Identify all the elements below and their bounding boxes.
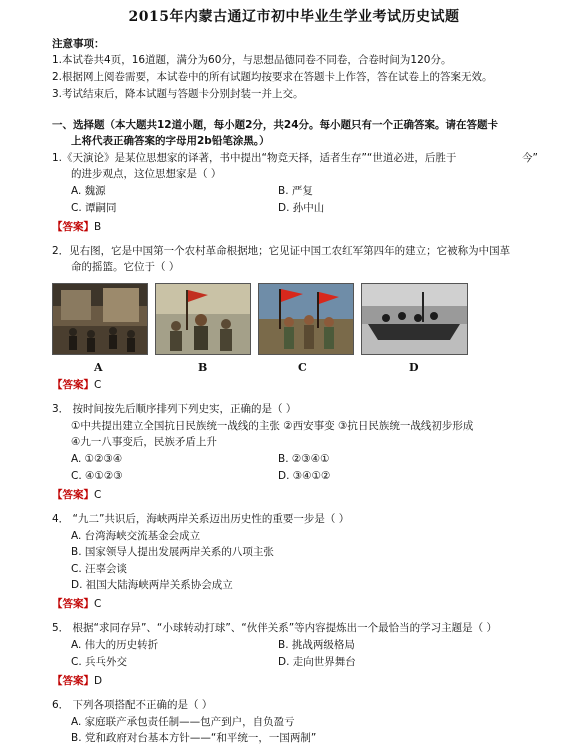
notes-item-2: 2.根据网上阅卷需要，本试卷中的所有试题均按要求在答题卡上作答，答在试卷上的答案无效。: [52, 71, 493, 83]
q1-answer: [52, 220, 101, 234]
q4-option-c: C. 汪辜会谈: [71, 563, 128, 575]
page-title: 2015年内蒙古通辽市初中毕业生学业考试历史试题: [128, 9, 460, 25]
q1-text-line1-end: 今”: [522, 152, 538, 164]
q3-option-c: C. ④①②③: [71, 470, 123, 482]
q5-option-c: C. 兵乓外交: [71, 656, 128, 668]
q1-text-line1: 1.《天演论》是某位思想家的译著，书中提出“物竞天择，适者生存”“世道必进，后胜于: [52, 152, 457, 164]
q6-text-line1: 6． 下列各项搭配不正确的是（ ）: [52, 699, 213, 711]
notes-item-1: 1.本试卷共4页，16道题，满分为60分，与思想品德同卷不同卷，合卷时间为120分。: [52, 54, 452, 66]
q4-option-b: B. 国家领导人提出发展两岸关系的八项主张: [71, 546, 274, 558]
q6-option-a: A. 家庭联产承包责任制——包产到户，自负盈亏: [71, 716, 295, 728]
answer-label: 【答案】: [52, 489, 94, 501]
q2-text-line2: 命的摇篮。它位于（ ）: [71, 261, 180, 273]
q1-option-b: B. 严复: [278, 185, 313, 197]
q2-image-c: [258, 283, 354, 355]
q2-image-b: [155, 283, 251, 355]
q6-option-b: B. 党和政府对台基本方针——“和平统一，一国两制”: [71, 732, 317, 744]
q2-text-line1: 2．见右图，它是中国第一个农村革命根据地；它见证中国工农红军第四年的建立；它被称为中国革: [52, 245, 511, 257]
q3-option-a: A. ①②③④: [71, 453, 123, 465]
answer-label: 【答案】: [52, 221, 94, 233]
q4-answer: [52, 597, 101, 611]
q5-option-d: D. 走向世界舞台: [278, 656, 356, 668]
notes-heading: 注意事项：: [52, 38, 105, 50]
q3-text-line3: ④九一八事变后，民族矛盾上升: [71, 436, 217, 448]
q1-option-a: A. 魏源: [71, 185, 106, 197]
section-heading-line1: 一、选择题（本大题共12道小题，每小题2分，共24分。每小题只有一个正确答案。请在答题卡: [52, 119, 499, 131]
q5-text-line1: 5． 根据“求同存异”、“小球转动打球”、“伙伴关系”等内容提炼出一个最恰当的学习主题是（ ）: [52, 622, 497, 634]
q1-answer-value: B: [94, 221, 102, 233]
answer-label: 【答案】: [52, 675, 94, 687]
q4-answer-value: C: [94, 598, 102, 610]
q2-image-a: [52, 283, 148, 355]
q4-text-line1: 4． “九二”共识后，海峡两岸关系迈出历史性的重要一步是（ ）: [52, 513, 350, 525]
answer-label: 【答案】: [52, 379, 94, 391]
q3-text-line2: ①中共提出建立全国抗日民族统一战线的主张 ②西安事变 ③抗日民族统一战线初步形成: [71, 420, 474, 432]
q3-answer: [52, 488, 101, 502]
q2-answer-value: C: [94, 379, 102, 391]
q2-image-label-d: D: [409, 361, 419, 374]
q3-text-line1: 3． 按时间按先后顺序排列下列史实，正确的是（ ）: [52, 403, 297, 415]
q1-option-c: C. 谭嗣同: [71, 202, 117, 214]
q3-answer-value: C: [94, 489, 102, 501]
q1-text-line2: 的进步观点，这位思想家是（ ）: [71, 168, 222, 180]
q4-option-a: A. 台湾海峡交流基金会成立: [71, 530, 201, 542]
q5-answer: [52, 674, 102, 688]
answer-label: 【答案】: [52, 598, 94, 610]
q2-image-label-a: A: [94, 361, 103, 374]
q3-option-d: D. ③④①②: [278, 470, 331, 482]
q5-option-a: A. 伟大的历史转折: [71, 639, 159, 651]
q5-answer-value: D: [94, 675, 103, 687]
q4-option-d: D. 祖国大陆海峡两岸关系协会成立: [71, 579, 233, 591]
q5-option-b: B. 挑战两级格局: [278, 639, 355, 651]
notes-item-3: 3.考试结束后，降本试题与答题卡分别封装一并上交。: [52, 88, 304, 100]
section-heading-line2: 上将代表正确答案的字母用2b铅笔涂黑。）: [71, 135, 270, 147]
q2-image-d: [361, 283, 468, 355]
q2-image-label-c: C: [298, 361, 307, 374]
q2-image-label-b: B: [198, 361, 208, 374]
q2-answer: [52, 378, 101, 392]
q1-option-d: D. 孙中山: [278, 202, 325, 214]
q3-option-b: B. ②③④①: [278, 453, 330, 465]
